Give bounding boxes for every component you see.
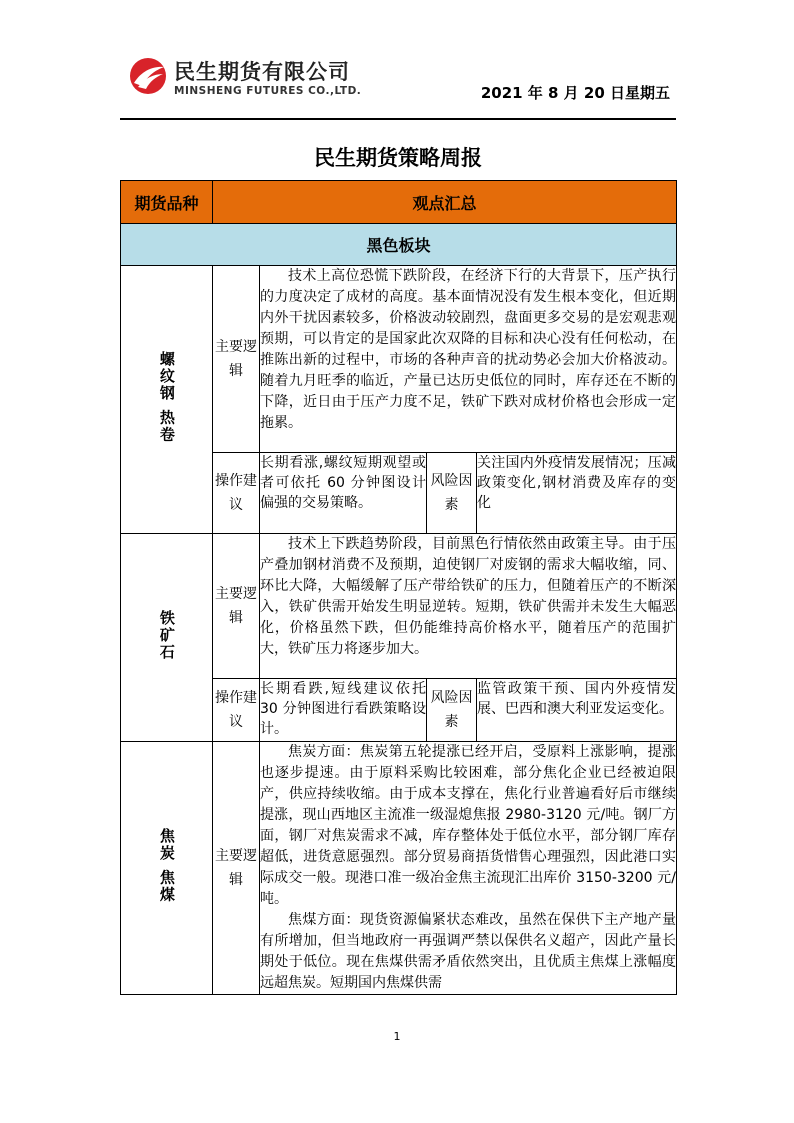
advice-label: 操作建议 (213, 453, 260, 534)
strategy-table (120, 180, 677, 995)
company-name-cn: 民生期货有限公司 (174, 60, 350, 84)
section-title: 黑色板块 (121, 224, 677, 266)
table-header-row (121, 181, 677, 224)
logic-text (260, 742, 677, 995)
table-row (121, 266, 677, 453)
risk-label: 风险因素 (427, 453, 477, 534)
variety-cell (121, 742, 213, 995)
advice-text: 长期看涨,螺纹短期观望或者可依托 60 分钟图设计偏强的交易策略。 (260, 453, 427, 534)
variety-name: 螺纹钢 热卷 (157, 351, 176, 444)
logic-paragraph: 焦炭方面：焦炭第五轮提涨已经开启，受原料上涨影响，提涨也逐步提速。由于原料采购比较困难，部分焦化企业已经被迫限产，供应持续收缩。由于成本支撑在，焦化行业普遍看好后市继续提涨，现山西地区主流准一级湿熄焦报 2980-3120 元/吨。钢厂方面，钢厂对焦炭需求不减，库存整体处于低位水平，部分钢厂库存超低，进货意愿强烈。部分贸易商捂货惜售心理强烈，因此港口实际成交一般。现港口准一级冶金焦主流现汇出库价 3150-3200 元/吨。 (260, 744, 677, 907)
document-title: 民生期货策略周报 (314, 146, 482, 170)
logic-label: 主要逻辑 (213, 534, 260, 679)
section-row (121, 224, 677, 266)
col-header-summary: 观点汇总 (213, 181, 677, 224)
advice-label: 操作建议 (213, 679, 260, 742)
table-row (121, 742, 677, 995)
logic-paragraph: 焦煤方面：现货资源偏紧状态难改，虽然在保供下主产地产量有所增加，但当地政府一再强调严禁以保供名义超产，因此产量长期处于低位。现在焦煤供需矛盾依然突出，且优质主焦煤上涨幅度远超焦炭。短期国内焦煤供需 (260, 912, 677, 991)
logic-label: 主要逻辑 (213, 266, 260, 453)
risk-text: 关注国内外疫情发展情况；压减政策变化,钢材消费及库存的变化 (477, 453, 677, 534)
variety-name: 铁矿石 (157, 610, 176, 661)
col-header-variety: 期货品种 (121, 181, 213, 224)
minsheng-logo-icon (128, 56, 168, 96)
risk-text: 监管政策干预、国内外疫情发展、巴西和澳大利亚发运变化。 (477, 679, 677, 742)
page-number: 1 (393, 1030, 401, 1043)
page-header (120, 52, 676, 120)
report-date: 2021 年 8 月 20 日星期五 (480, 84, 670, 102)
logic-text: 技术上高位恐慌下跌阶段，在经济下行的大背景下，压产执行的力度决定了成材的高度。基本面情况没有发生根本变化，但近期内外干扰因素较多，价格波动较剧烈，盘面更多交易的是宏观悲观预期，可以肯定的是国家此次双降的目标和决心没有任何松动，在推陈出新的过程中，市场的各种声音的扰动势必会加大价格波动。随着九月旺季的临近，产量已达历史低位的同时，库存还在不断的下降，近日由于压产力度不足，铁矿下跌对成材价格也会形成一定拖累。 (260, 266, 677, 453)
logic-text: 技术上下跌趋势阶段，目前黑色行情依然由政策主导。由于压产叠加钢材消费不及预期，迫使钢厂对废钢的需求大幅收缩，同、环比大降，大幅缓解了压产带给铁矿的压力，但随着压产的不断深入，铁矿供需开始发生明显逆转。短期，铁矿供需并未发生大幅恶化，价格虽然下跌，但仍能维持高价格水平，随着压产的范围扩大，铁矿压力将逐步加大。 (260, 534, 677, 679)
advice-text: 长期看跌,短线建议依托 30 分钟图进行看跌策略设计。 (260, 679, 427, 742)
risk-label: 风险因素 (427, 679, 477, 742)
logic-label: 主要逻辑 (213, 742, 260, 995)
company-name-en: MINSHENG FUTURES CO.,LTD. (174, 85, 362, 97)
variety-cell (121, 534, 213, 742)
variety-cell (121, 266, 213, 534)
variety-name: 焦炭 焦煤 (157, 828, 176, 904)
table-row (121, 534, 677, 679)
